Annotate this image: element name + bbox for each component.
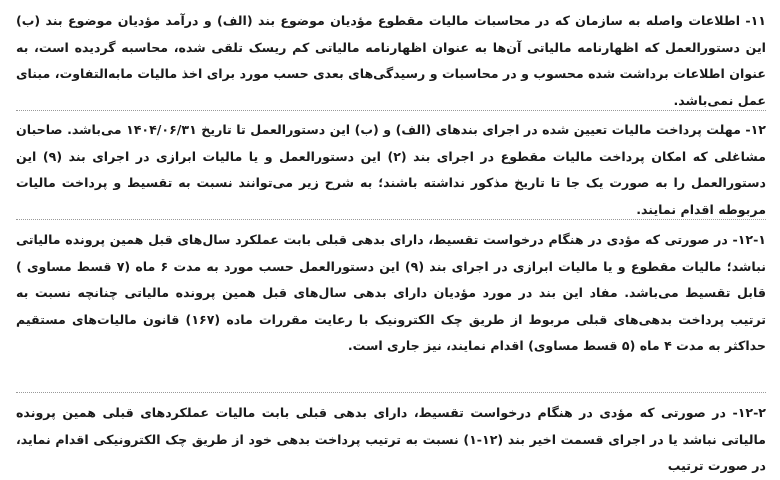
section-divider [16,110,766,111]
paragraph-12-1: ۱۲-۱- در صورتی که مؤدی در هنگام درخواست تقسیط، دارای بدهی قبلی بابت عملکرد سال‌های قبل همین پرونده مالیاتی نباشد؛ مالیات مقطوع و یا مالیات ابرازی در اجرای بند (۹) این دستورالعمل حسب مورد به مدت ۶ ماه (۷ قسط مساوی ) قابل تقسیط می‌باشد. مفاد این بند در مورد مؤدیان دارای بدهی سال‌های قبل همین پرونده مالیاتی چنانچه نسبت به ترتیب پرداخت بدهی‌های قبلی مربوط از طریق چک الکترونیک با رعایت مقررات ماده (۱۶۷) قانون مالیات‌های مستقیم حداکثر به مدت ۴ ماه (۵ قسط مساوی) اقدام نمایند، نیز جاری است. [16,232,767,353]
paragraph-11: ۱۱- اطلاعات واصله به سازمان که در محاسبات مالیات مقطوع مؤدیان موضوع بند (الف) و درآمد مؤدیان موضوع بند (ب) این دستورالعمل که اظهارنامه مالیاتی آن‌ها به عنوان اظهارنامه مالیاتی کم ریسک تلقی شده، محاسبه گردیده است، به عنوان اطلاعات برداشت شده محسوب و در محاسبات و رسیدگی‌های بعدی حسب مورد برای اخذ مالیات مابه‌التفاوت، مبنای عمل نمی‌باشد. [16,13,766,108]
paragraph-12: ۱۲- مهلت پرداخت مالیات تعیین شده در اجرای بندهای (الف) و (ب) این دستورالعمل تا تاریخ ۱۴۰۴/۰۶/۳۱ می‌باشد. صاحبان مشاغلی که امکان پرداخت مالیات مقطوع در اجرای بند (۲) این دستورالعمل و یا مالیات ابرازی در اجرای بند (۹) این دستورالعمل را به صورت یک جا تا تاریخ مذکور نداشته باشند؛ به شرح زیر می‌توانند نسبت به تقسیط و پرداخت مالیات مربوطه اقدام نمایند. [16,122,766,217]
paragraph-12-2: ۱۲-۲- در صورتی که مؤدی در هنگام درخواست تقسیط، دارای بدهی قبلی بابت مالیات عملکردهای قبلی همین پرونده مالیاتی نباشد یا در اجرای قسمت اخیر بند (۱۲-۱) نسبت به ترتیب پرداخت بدهی خود از طریق چک الکترونیکی اقدام نماید، در صورت ترتیب [16,405,766,473]
section-divider [16,219,766,220]
section-divider [16,392,766,393]
